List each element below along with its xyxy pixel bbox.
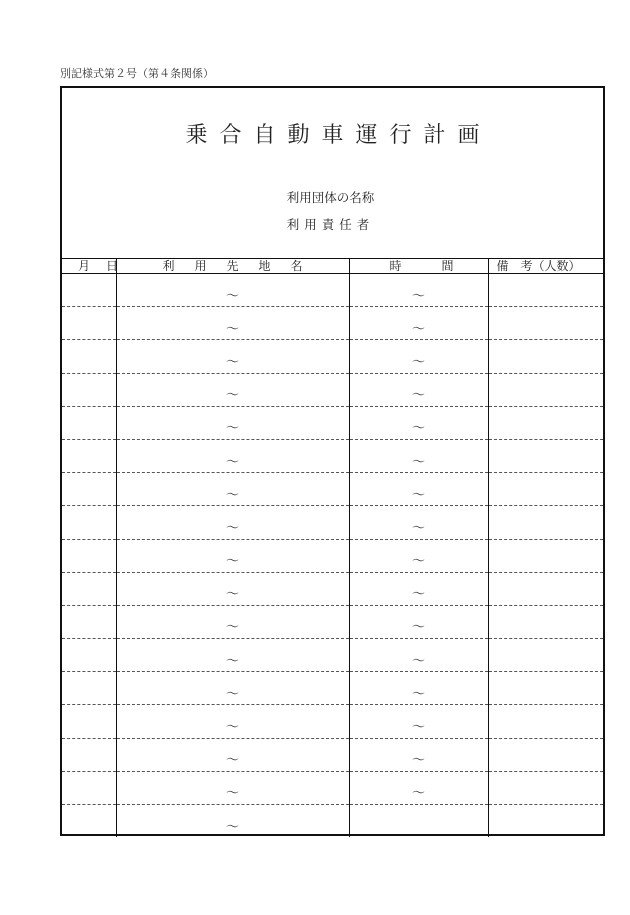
form-reference: 別記様式第２号（第４条関係） bbox=[60, 67, 214, 80]
time-cell[interactable] bbox=[349, 340, 488, 373]
time-cell[interactable] bbox=[349, 473, 488, 506]
notes-cell[interactable] bbox=[488, 506, 603, 539]
destination-cell-value: ～ bbox=[225, 753, 239, 769]
column-header-destination: 利用先地名 bbox=[116, 259, 349, 274]
column-header-date: 月日 bbox=[62, 259, 116, 274]
time-cell-value: ～ bbox=[411, 321, 425, 337]
destination-cell[interactable] bbox=[116, 506, 349, 539]
time-cell-value: ～ bbox=[411, 786, 425, 802]
time-cell-value: ～ bbox=[411, 487, 425, 503]
schedule-table bbox=[62, 259, 603, 837]
destination-cell-value: ～ bbox=[225, 520, 239, 536]
table-row bbox=[62, 738, 603, 771]
time-cell-value: ～ bbox=[411, 288, 425, 304]
destination-cell[interactable] bbox=[116, 605, 349, 638]
notes-cell[interactable] bbox=[488, 307, 603, 340]
time-cell[interactable] bbox=[349, 738, 488, 771]
date-cell[interactable] bbox=[62, 572, 116, 605]
time-cell-value: ～ bbox=[411, 753, 425, 769]
destination-cell-value: ～ bbox=[225, 321, 239, 337]
destination-cell[interactable] bbox=[116, 805, 349, 838]
org-name-row bbox=[62, 188, 603, 206]
table-row bbox=[62, 473, 603, 506]
date-cell[interactable] bbox=[62, 307, 116, 340]
destination-cell-value: ～ bbox=[225, 819, 239, 835]
time-cell-value: ～ bbox=[411, 653, 425, 669]
responsible-label: 利用責任者 bbox=[286, 217, 375, 232]
destination-cell[interactable] bbox=[116, 738, 349, 771]
date-cell[interactable] bbox=[62, 672, 116, 705]
table-row bbox=[62, 373, 603, 406]
destination-cell[interactable] bbox=[116, 572, 349, 605]
responsible-row bbox=[62, 215, 603, 233]
destination-cell[interactable] bbox=[116, 307, 349, 340]
destination-cell-value: ～ bbox=[225, 388, 239, 404]
destination-cell-value: ～ bbox=[225, 786, 239, 802]
table-row bbox=[62, 340, 603, 373]
org-name-label: 利用団体の名称 bbox=[286, 190, 375, 205]
time-cell[interactable] bbox=[349, 274, 488, 307]
table-row bbox=[62, 572, 603, 605]
time-cell[interactable] bbox=[349, 771, 488, 804]
notes-cell[interactable] bbox=[488, 473, 603, 506]
table-row bbox=[62, 639, 603, 672]
time-cell[interactable] bbox=[349, 307, 488, 340]
date-cell[interactable] bbox=[62, 439, 116, 472]
notes-cell[interactable] bbox=[488, 539, 603, 572]
date-cell[interactable] bbox=[62, 506, 116, 539]
notes-cell[interactable] bbox=[488, 639, 603, 672]
table-row bbox=[62, 406, 603, 439]
time-cell[interactable] bbox=[349, 605, 488, 638]
notes-cell[interactable] bbox=[488, 572, 603, 605]
table-row bbox=[62, 307, 603, 340]
form-frame bbox=[60, 86, 605, 836]
destination-cell-value: ～ bbox=[225, 720, 239, 736]
notes-cell[interactable] bbox=[488, 439, 603, 472]
table-row bbox=[62, 506, 603, 539]
time-cell[interactable] bbox=[349, 373, 488, 406]
time-cell[interactable] bbox=[349, 672, 488, 705]
destination-cell-value: ～ bbox=[225, 487, 239, 503]
destination-cell[interactable] bbox=[116, 473, 349, 506]
time-cell[interactable] bbox=[349, 805, 488, 838]
time-cell-value: ～ bbox=[411, 354, 425, 370]
table-row bbox=[62, 274, 603, 307]
date-cell[interactable] bbox=[62, 771, 116, 804]
destination-cell[interactable] bbox=[116, 539, 349, 572]
time-cell-value: ～ bbox=[411, 620, 425, 636]
table-row bbox=[62, 539, 603, 572]
table-row bbox=[62, 605, 603, 638]
destination-cell-value: ～ bbox=[225, 653, 239, 669]
date-cell[interactable] bbox=[62, 605, 116, 638]
date-cell[interactable] bbox=[62, 539, 116, 572]
destination-cell[interactable] bbox=[116, 639, 349, 672]
table-body bbox=[62, 274, 603, 838]
time-cell-value: ～ bbox=[411, 454, 425, 470]
date-cell[interactable] bbox=[62, 406, 116, 439]
destination-cell-value: ～ bbox=[225, 354, 239, 370]
notes-cell[interactable] bbox=[488, 672, 603, 705]
destination-cell[interactable] bbox=[116, 406, 349, 439]
date-cell[interactable] bbox=[62, 373, 116, 406]
notes-cell[interactable] bbox=[488, 705, 603, 738]
form-header bbox=[62, 88, 603, 259]
destination-cell[interactable] bbox=[116, 274, 349, 307]
destination-cell[interactable] bbox=[116, 373, 349, 406]
time-cell-value: ～ bbox=[411, 686, 425, 702]
time-cell-value: ～ bbox=[411, 554, 425, 570]
time-cell[interactable] bbox=[349, 539, 488, 572]
date-cell[interactable] bbox=[62, 738, 116, 771]
time-cell[interactable] bbox=[349, 406, 488, 439]
date-cell[interactable] bbox=[62, 274, 116, 307]
destination-cell[interactable] bbox=[116, 672, 349, 705]
time-cell[interactable] bbox=[349, 572, 488, 605]
date-cell[interactable] bbox=[62, 805, 116, 838]
destination-cell[interactable] bbox=[116, 340, 349, 373]
time-cell-value: ～ bbox=[411, 388, 425, 404]
destination-cell[interactable] bbox=[116, 771, 349, 804]
time-cell-value: ～ bbox=[411, 520, 425, 536]
form-title: 乗合自動車運行計画 bbox=[185, 123, 492, 148]
destination-cell-value: ～ bbox=[225, 686, 239, 702]
notes-cell[interactable] bbox=[488, 605, 603, 638]
destination-cell[interactable] bbox=[116, 705, 349, 738]
notes-cell[interactable] bbox=[488, 771, 603, 804]
notes-cell[interactable] bbox=[488, 373, 603, 406]
time-cell[interactable] bbox=[349, 506, 488, 539]
notes-cell[interactable] bbox=[488, 805, 603, 838]
date-cell[interactable] bbox=[62, 340, 116, 373]
destination-cell-value: ～ bbox=[225, 620, 239, 636]
time-cell[interactable] bbox=[349, 705, 488, 738]
notes-cell[interactable] bbox=[488, 274, 603, 307]
date-cell[interactable] bbox=[62, 639, 116, 672]
column-header-notes: 備 考（人数） bbox=[488, 259, 603, 274]
destination-cell-value: ～ bbox=[225, 454, 239, 470]
table-row bbox=[62, 805, 603, 838]
time-cell-value: ～ bbox=[411, 587, 425, 603]
time-cell[interactable] bbox=[349, 439, 488, 472]
table-row bbox=[62, 705, 603, 738]
time-cell[interactable] bbox=[349, 639, 488, 672]
table-header-row bbox=[62, 259, 603, 274]
table-row bbox=[62, 672, 603, 705]
date-cell[interactable] bbox=[62, 705, 116, 738]
destination-cell[interactable] bbox=[116, 439, 349, 472]
destination-cell-value: ～ bbox=[225, 288, 239, 304]
time-cell-value: ～ bbox=[411, 720, 425, 736]
table-row bbox=[62, 771, 603, 804]
notes-cell[interactable] bbox=[488, 738, 603, 771]
destination-cell-value: ～ bbox=[225, 421, 239, 437]
notes-cell[interactable] bbox=[488, 340, 603, 373]
notes-cell[interactable] bbox=[488, 406, 603, 439]
destination-cell-value: ～ bbox=[225, 587, 239, 603]
table-row bbox=[62, 439, 603, 472]
column-header-time: 時間 bbox=[349, 259, 488, 274]
destination-cell-value: ～ bbox=[225, 554, 239, 570]
time-cell-value: ～ bbox=[411, 421, 425, 437]
date-cell[interactable] bbox=[62, 473, 116, 506]
